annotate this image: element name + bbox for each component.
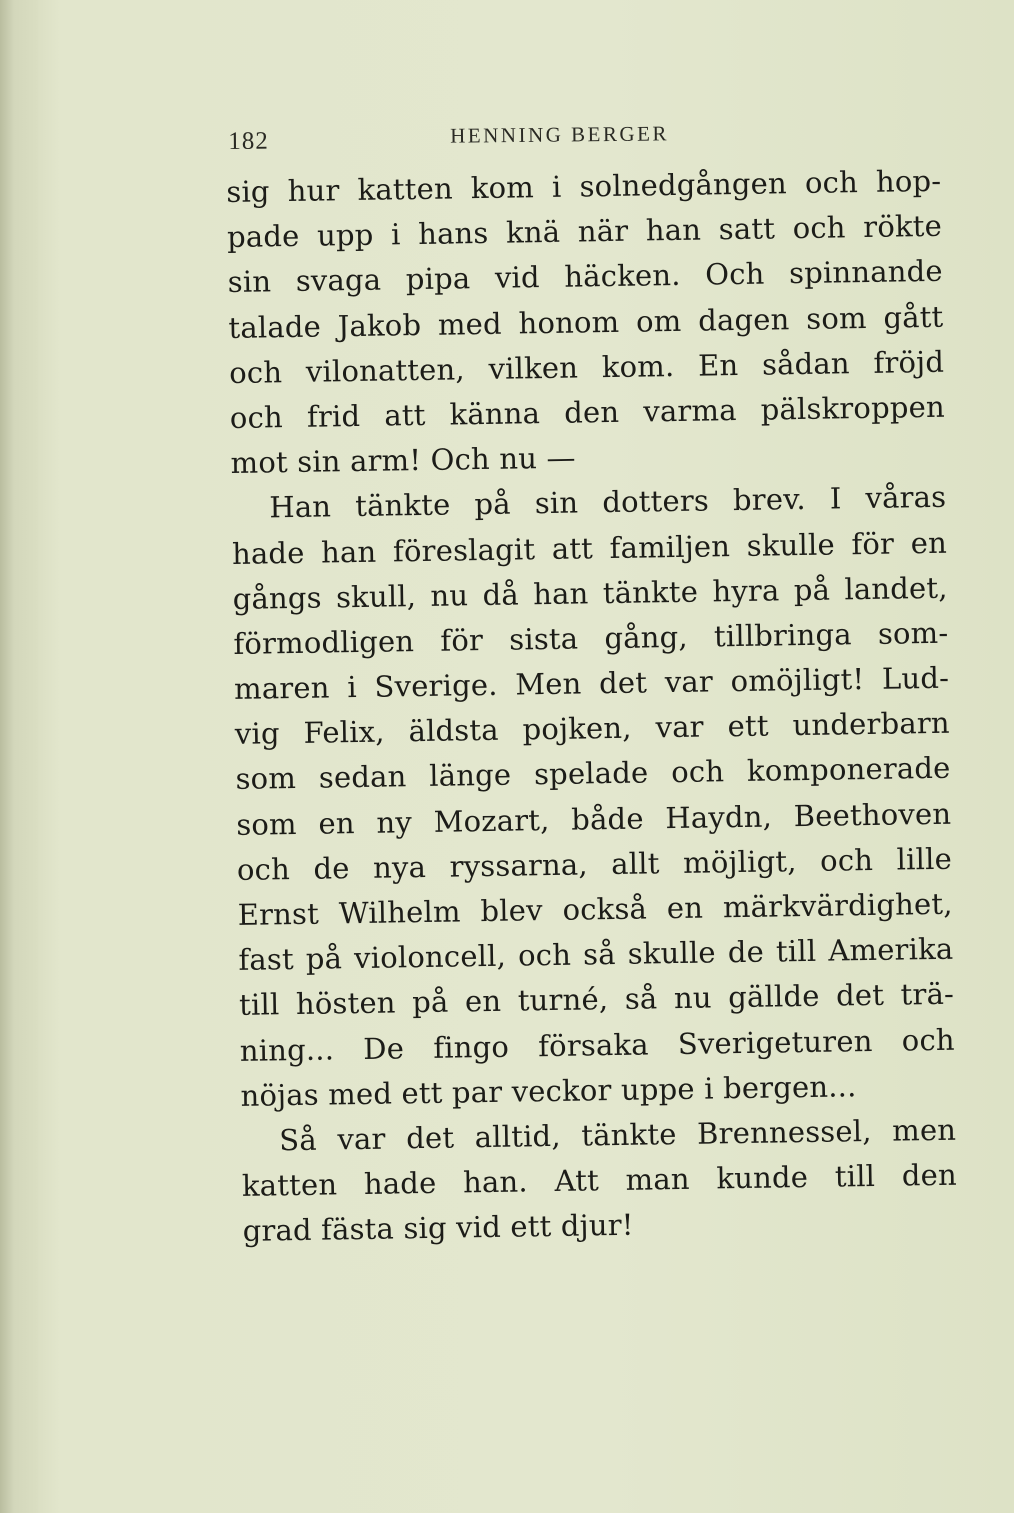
page-number: 182 bbox=[228, 127, 269, 155]
text-line: fast på violoncell, och så skulle de till Amerika bbox=[238, 931, 954, 978]
text-line: talade Jakob med honom om dagen som gått bbox=[228, 299, 944, 345]
text-line: pade upp i hans knä när han satt och rökte bbox=[226, 208, 943, 255]
text-line: förmodligen för sista gång, tillbringa som- bbox=[233, 615, 949, 661]
text-line: Han tänkte på sin dotters brev. I våras bbox=[269, 480, 947, 525]
text-line: ning... De fingo försaka Sverigeturen och bbox=[239, 1022, 956, 1068]
text-line: Ernst Wilhelm blev också en märkvärdighet, bbox=[237, 886, 953, 932]
text-line: nöjas med ett par veckor uppe i bergen... bbox=[240, 1068, 857, 1113]
page-gutter bbox=[0, 0, 38, 1513]
text-line: och de nya ryssarna, allt möjligt, och lille bbox=[236, 841, 953, 887]
body-text bbox=[226, 159, 958, 1255]
page-header bbox=[228, 111, 928, 158]
text-line: som en ny Mozart, både Haydn, Beethoven bbox=[236, 796, 952, 842]
text-line: mot sin arm! Och nu — bbox=[230, 440, 576, 481]
text-line: hade han föreslagit att familjen skulle för en bbox=[231, 525, 948, 571]
text-line: vig Felix, äldsta pojken, var ett underbarn bbox=[234, 705, 951, 752]
text-line: och frid att känna den varma pälskroppen bbox=[229, 389, 946, 435]
text-line: grad fästa sig vid ett djur! bbox=[242, 1208, 634, 1249]
text-line: Så var det alltid, tänkte Brennessel, men bbox=[278, 1112, 957, 1158]
text-line: maren i Sverige. Men det var omöjligt! Lud- bbox=[233, 660, 950, 706]
text-line: katten hade han. Att man kunde till den bbox=[241, 1157, 958, 1203]
running-head: HENNING BERGER bbox=[450, 121, 670, 148]
text-line: till hösten på en turné, så nu gällde det trä- bbox=[238, 977, 955, 1023]
text-line: och vilonatten, vilken kom. En sådan fröjd bbox=[228, 344, 945, 390]
text-line: sig hur katten kom i solnedgången och hop- bbox=[226, 163, 942, 209]
text-line: som sedan länge spelade och komponerade bbox=[235, 751, 951, 797]
text-line: gångs skull, nu då han tänkte hyra på landet, bbox=[232, 570, 948, 616]
text-line: sin svaga pipa vid häcken. Och spinnande bbox=[227, 254, 943, 300]
